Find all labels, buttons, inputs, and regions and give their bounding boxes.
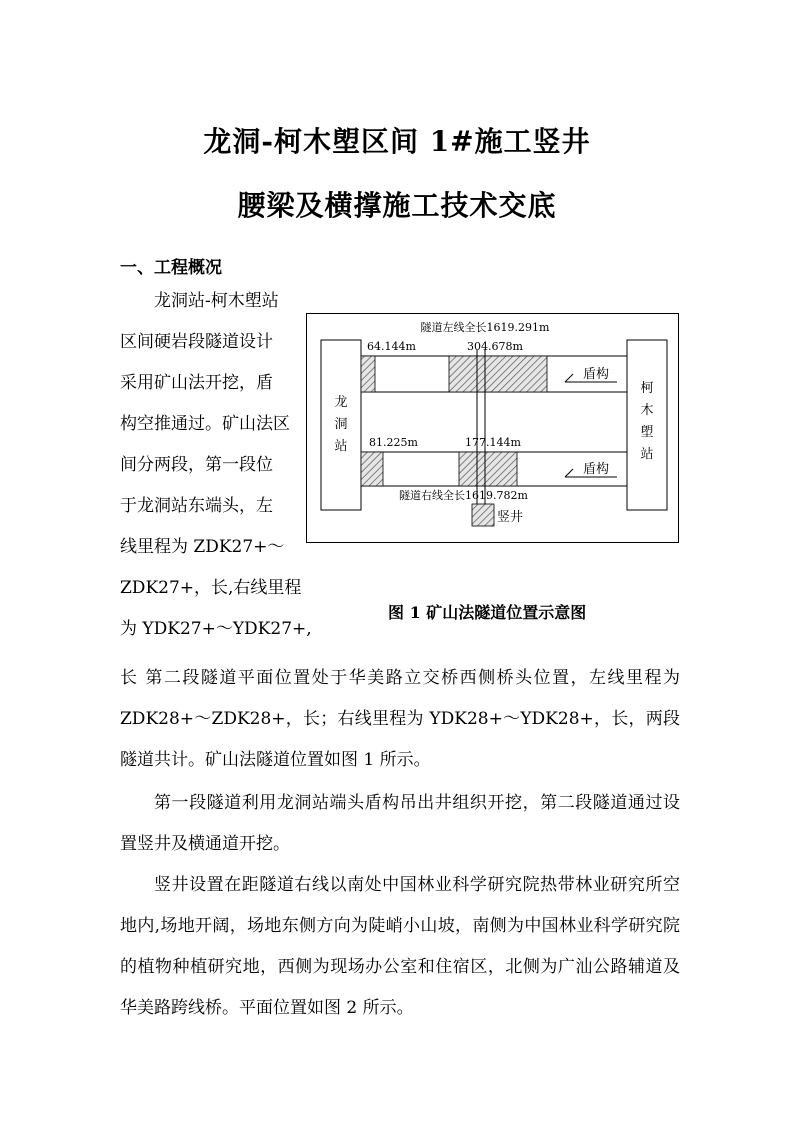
right-segment-2 — [459, 452, 517, 486]
station-right-char: 站 — [640, 447, 654, 462]
paragraph-line: 构空推通过。矿山法区 — [120, 414, 290, 434]
shield-label-top: 盾构 — [583, 367, 610, 382]
document-title-line2: 腰梁及横撑施工技术交底 — [237, 189, 557, 222]
section-heading: 一、工程概况 — [120, 258, 222, 278]
paragraph-1-continuation: 长 第二段隧道平面位置处于华美路立交桥西侧桥头位置，左线里程为 ZDK28+～ZDK28+，长；右线里程为 YDK28+～YDK28+，长，两段隧道共计。矿山法隧道位置如图 1 所示。 — [120, 668, 680, 770]
station-right-char: 塱 — [640, 425, 654, 440]
paragraph-line: 线里程为 ZDK27+～ — [120, 537, 285, 557]
paragraph-line: 为 YDK27+～YDK27+, — [120, 619, 312, 639]
right-seg2-length: 177.144m — [465, 436, 521, 449]
paragraph-1-column — [120, 281, 310, 650]
station-right-char: 柯 — [640, 381, 654, 396]
left-total-length: 隧道左线全长1619.291m — [420, 321, 550, 334]
left-segment-2 — [449, 356, 547, 392]
document-title-line1: 龙洞-柯木塱区间 1#施工竖井 — [203, 125, 591, 158]
right-total-length: 隧道右线全长1619.782m — [399, 489, 528, 502]
shield-label-bottom: 盾构 — [583, 462, 610, 477]
station-right-char: 木 — [640, 403, 654, 418]
right-segment-1 — [361, 452, 383, 486]
paragraph-line: 龙洞站-柯木塱站 — [154, 291, 279, 311]
tunnel-position-figure — [306, 313, 679, 543]
arrow-head-icon — [565, 469, 573, 477]
tunnel-diagram — [307, 314, 678, 542]
left-seg2-length: 304.678m — [467, 340, 523, 353]
left-segment-1 — [361, 356, 375, 392]
arrow-head-icon — [565, 374, 573, 382]
paragraph-3: 竖井设置在距隧道右线以南处中国林业科学研究院热带林业研究所空地内,场地开阔，场地东侧方向为陡峭小山坡，南侧为中国林业科学研究院的植物种植研究地，西侧为现场办公室和住宿区，北侧为广汕公路辅道及华美路跨线桥。平面位置如图 2 所示。 — [120, 875, 680, 1018]
left-seg1-length: 64.144m — [367, 340, 416, 353]
right-seg1-length: 81.225m — [369, 436, 418, 449]
paragraph-line: 于龙洞站东端头，左 — [120, 496, 273, 516]
paragraph-line: ZDK27+，长,右线里程 — [120, 578, 302, 598]
shaft-box — [472, 504, 494, 526]
station-left-char: 站 — [334, 439, 348, 454]
paragraph-line: 间分两段，第一段位 — [120, 455, 273, 475]
paragraph-line: 区间硬岩段隧道设计 — [120, 332, 273, 352]
station-left-char: 洞 — [334, 417, 348, 432]
paragraph-2: 第一段隧道利用龙洞站端头盾构吊出井组织开挖，第二段隧道通过设置竖井及横通道开挖。 — [120, 793, 680, 854]
paragraph-line: 采用矿山法开挖，盾 — [120, 373, 273, 393]
figure-caption: 图 1 矿山法隧道位置示意图 — [388, 603, 587, 622]
shaft-label: 竖井 — [497, 510, 524, 525]
station-left-char: 龙 — [334, 395, 348, 410]
